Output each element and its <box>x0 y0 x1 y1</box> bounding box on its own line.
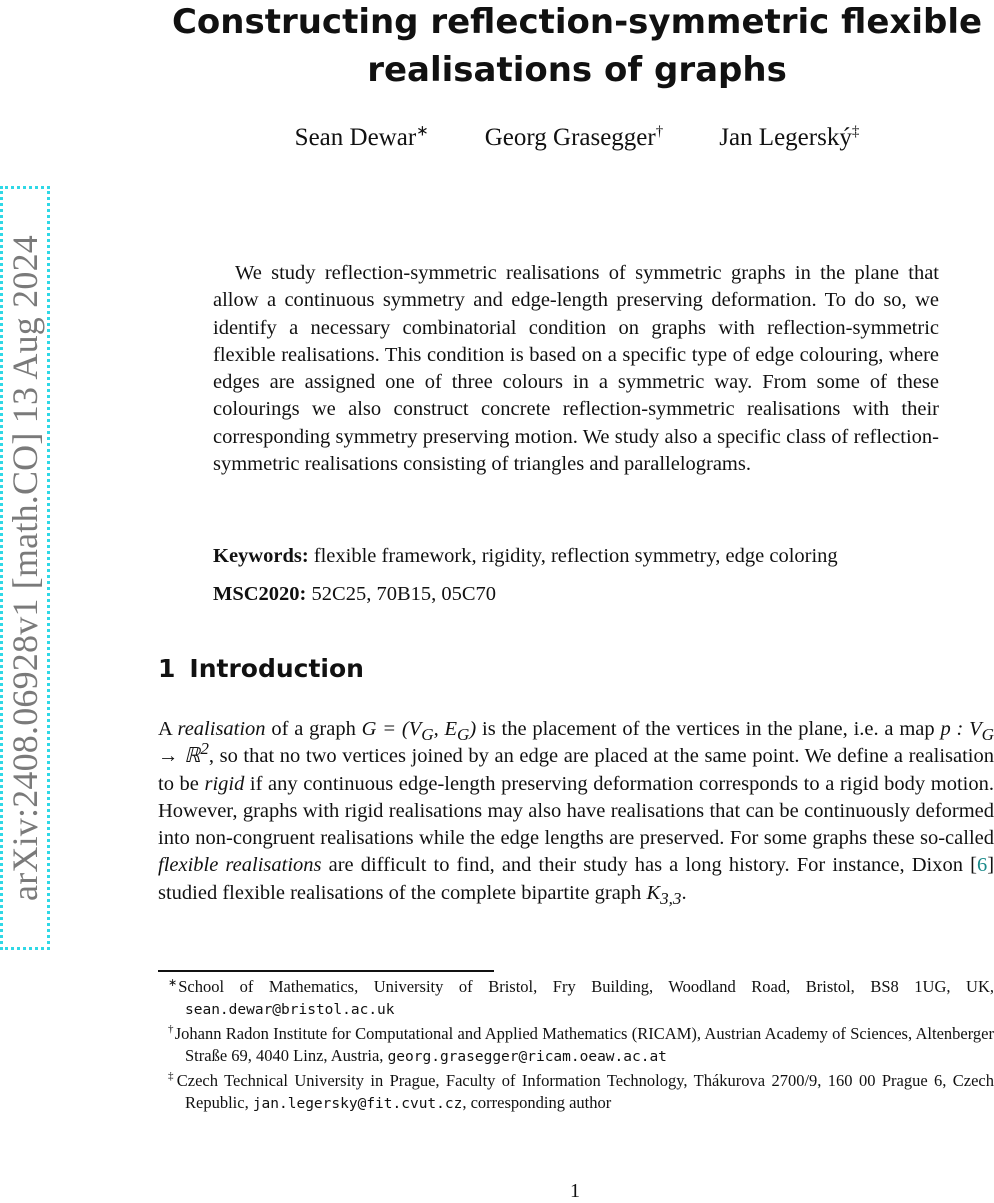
math-k-sub: 3,3 <box>660 888 682 908</box>
math-g-sub-1: G <box>421 725 434 745</box>
abstract: We study reflection-symmetric realisations of symmetric graphs in the plane that allow a continuous symmetry and edge-length preserving deformation. To do so, we identify a necessary combinatorial condition on graphs with reflection-symmetric flexible realisations. This condition is based on a specific type of edge colouring, where edges are assigned one of three colours in a symmetric way. From some of these colourings we also construct concrete reflection-symmetric realisations with their corresponding symmetry preserving motion. We study also a specific class of reflection-symmetric realisations consisting of triangles and parallelograms. <box>213 262 939 476</box>
footnote-2-text: Johann Radon Institute for Computational and Applied Mathematics (RICAM), Austrian Academy of Sciences, Altenberger Straße 69, 4040 Linz, Austria, <box>174 1023 994 1066</box>
arxiv-identifier[interactable]: arXiv:2408.06928v1 [math.CO] 13 Aug 2024 <box>5 235 45 901</box>
footnote-3-mark: ‡ <box>168 1070 176 1083</box>
msc-value: 52C25, 70B15, 05C70 <box>311 583 497 605</box>
math-graph-def <box>361 718 477 745</box>
footnote-1-mark: ∗ <box>168 976 178 989</box>
author-1 <box>295 124 429 152</box>
math-p-1: p : V <box>940 718 982 740</box>
section-heading <box>158 654 364 683</box>
math-p-2: → ℝ <box>158 745 201 768</box>
msc-label: MSC2020: <box>213 583 307 605</box>
keywords-label: Keywords: <box>213 545 309 567</box>
term-realisation: realisation <box>177 718 266 740</box>
intro-text-2: of a graph <box>265 718 362 740</box>
arxiv-stamp <box>0 186 50 950</box>
author-3 <box>719 124 859 152</box>
keywords <box>213 545 838 568</box>
footnote-3-text: Czech Technical University in Prague, Faculty of Information Technology, Thákurova 2700/9, 160 00 Prague 6, Czech Republic, <box>176 1070 994 1113</box>
math-g-sub-2: G <box>457 725 470 745</box>
term-flexible: flexible realisations <box>158 854 322 877</box>
author-2-mark: † <box>655 123 664 140</box>
keywords-value: flexible framework, rigidity, reflection symmetry, edge coloring <box>313 545 838 567</box>
footnote-rule <box>158 970 494 972</box>
math-p-sub: G <box>981 725 994 745</box>
footnote-1-email[interactable]: sean.dewar@bristol.ac.uk <box>185 1002 395 1019</box>
footnote-2 <box>158 1023 994 1069</box>
math-g-3: ) <box>469 718 477 740</box>
intro-text-3: is the placement of the vertices in the plane, i.e. a map <box>476 718 941 740</box>
section-title: Introduction <box>189 654 364 683</box>
msc-codes <box>213 583 496 606</box>
author-2-name: Georg Grasegger <box>484 124 656 151</box>
title-line-1: Constructing reflection-symmetric flexible <box>171 2 983 42</box>
math-k: K <box>646 881 661 904</box>
intro-paragraph <box>158 716 994 907</box>
math-g-2: , E <box>433 718 458 740</box>
author-3-mark: ‡ <box>851 123 860 140</box>
intro-text-7: ] studied flexible realisations of the complete bipartite graph <box>158 854 994 904</box>
footnote-1-text: School of Mathematics, University of Bristol, Fry Building, Woodland Road, Bristol, BS8 1UG, UK, <box>178 977 994 996</box>
author-1-mark: ∗ <box>416 123 429 140</box>
section-number: 1 <box>158 654 176 683</box>
footnote-3-email[interactable]: jan.legersky@fit.cvut.cz <box>252 1096 463 1113</box>
footnotes <box>158 976 994 1116</box>
footnote-2-mark: † <box>168 1023 174 1036</box>
intro-text-8: . <box>681 881 687 904</box>
author-list <box>160 124 994 152</box>
term-rigid: rigid <box>204 772 245 795</box>
citation-link[interactable]: 6 <box>976 854 988 877</box>
footnote-1 <box>158 976 994 1022</box>
intro-text-1: A <box>158 718 178 740</box>
intro-text-4: , so that no two vertices joined by an edge are placed at the same point. We define a realisation to be <box>158 745 994 795</box>
paper-title <box>160 0 994 94</box>
footnote-3 <box>158 1070 994 1116</box>
author-3-name: Jan Legerský <box>719 124 852 151</box>
intro-text-6: are difficult to find, and their study has a long history. For instance, Dixon [ <box>321 854 977 877</box>
math-g-1: G = (V <box>361 718 422 740</box>
footnote-2-email[interactable]: georg.grasegger@ricam.oeaw.ac.at <box>387 1049 667 1066</box>
math-k33 <box>646 881 682 908</box>
author-2 <box>485 124 664 152</box>
author-1-name: Sean Dewar <box>294 124 417 151</box>
intro-text-5: if any continuous edge-length preserving deformation corresponds to a rigid body motion. However, graphs with rigid realisations may also have realisations that can be continuously deformed into non-congruent realisations while the edge lengths are preserved. For some graphs these so-called <box>158 772 994 850</box>
footnote-3-tail: , corresponding author <box>462 1093 612 1113</box>
page-number: 1 <box>570 1180 580 1202</box>
title-line-2: realisations of graphs <box>367 50 787 90</box>
math-p-sup: 2 <box>200 739 209 759</box>
